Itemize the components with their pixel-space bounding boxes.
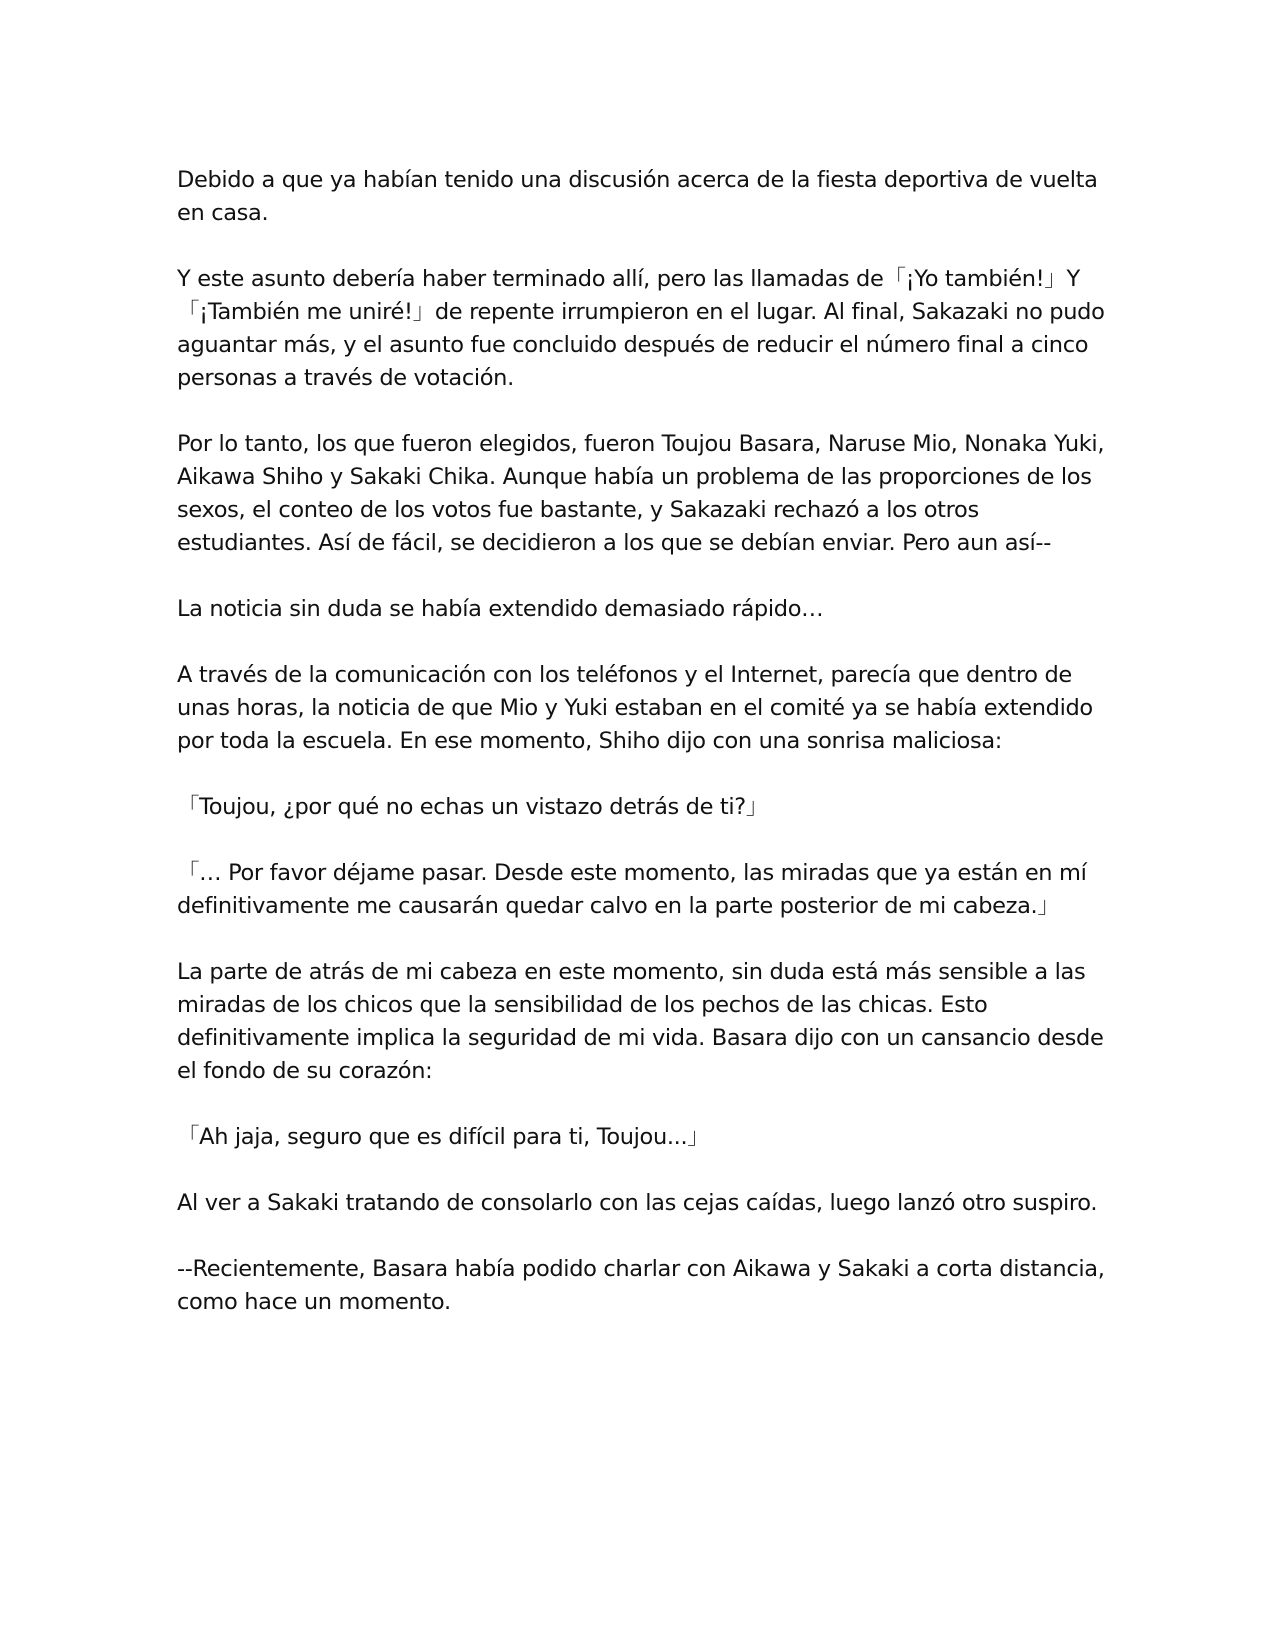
dialogue-line: 「Ah jaja, seguro que es difícil para ti, Toujou...」 bbox=[177, 1124, 710, 1150]
dialogue-line: 「… Por favor déjame pasar. Desde este momento, las miradas que ya están en mí definitivamente me causarán quedar calvo en la parte posterior de mi cabeza.」 bbox=[177, 860, 1087, 919]
paragraph: Al ver a Sakaki tratando de consolarlo con las cejas caídas, luego lanzó otro suspiro. bbox=[177, 1190, 1098, 1216]
paragraph: La parte de atrás de mi cabeza en este momento, sin duda está más sensible a las miradas de los chicos que la sensibilidad de los pechos de las chicas. Esto definitivamente implica la seguridad de mi vida. Basara dijo con un cansancio desde el fondo de su corazón: bbox=[177, 959, 1104, 1084]
paragraph: A través de la comunicación con los teléfonos y el Internet, parecía que dentro de unas horas, la noticia de que Mio y Yuki estaban en el comité ya se había extendido por toda la escuela. En ese momento, Shiho dijo con una sonrisa maliciosa: bbox=[177, 662, 1093, 754]
paragraph: Y este asunto debería haber terminado allí, pero las llamadas de「¡Yo también!」Y「¡También me uniré!」de repente irrumpieron en el lugar. Al final, Sakazaki no pudo aguantar más, y el asunto fue concluido después de reducir el número final a cinco personas a través de votación. bbox=[177, 266, 1105, 391]
paragraph: La noticia sin duda se había extendido demasiado rápido… bbox=[177, 596, 824, 622]
paragraph: Debido a que ya habían tenido una discusión acerca de la fiesta deportiva de vuelta en casa. bbox=[177, 167, 1098, 226]
paragraph: --Recientemente, Basara había podido charlar con Aikawa y Sakaki a corta distancia, como hace un momento. bbox=[177, 1256, 1105, 1315]
dialogue-line: 「Toujou, ¿por qué no echas un vistazo detrás de ti?」 bbox=[177, 794, 769, 820]
paragraph: Por lo tanto, los que fueron elegidos, fueron Toujou Basara, Naruse Mio, Nonaka Yuki, Aikawa Shiho y Sakaki Chika. Aunque había un problema de las proporciones de los sexos, el conteo de los votos fue bastante, y Sakazaki rechazó a los otros estudiantes. Así de fácil, se decidieron a los que se debían enviar. Pero aun así-- bbox=[177, 431, 1105, 556]
document-body bbox=[177, 164, 1107, 1352]
